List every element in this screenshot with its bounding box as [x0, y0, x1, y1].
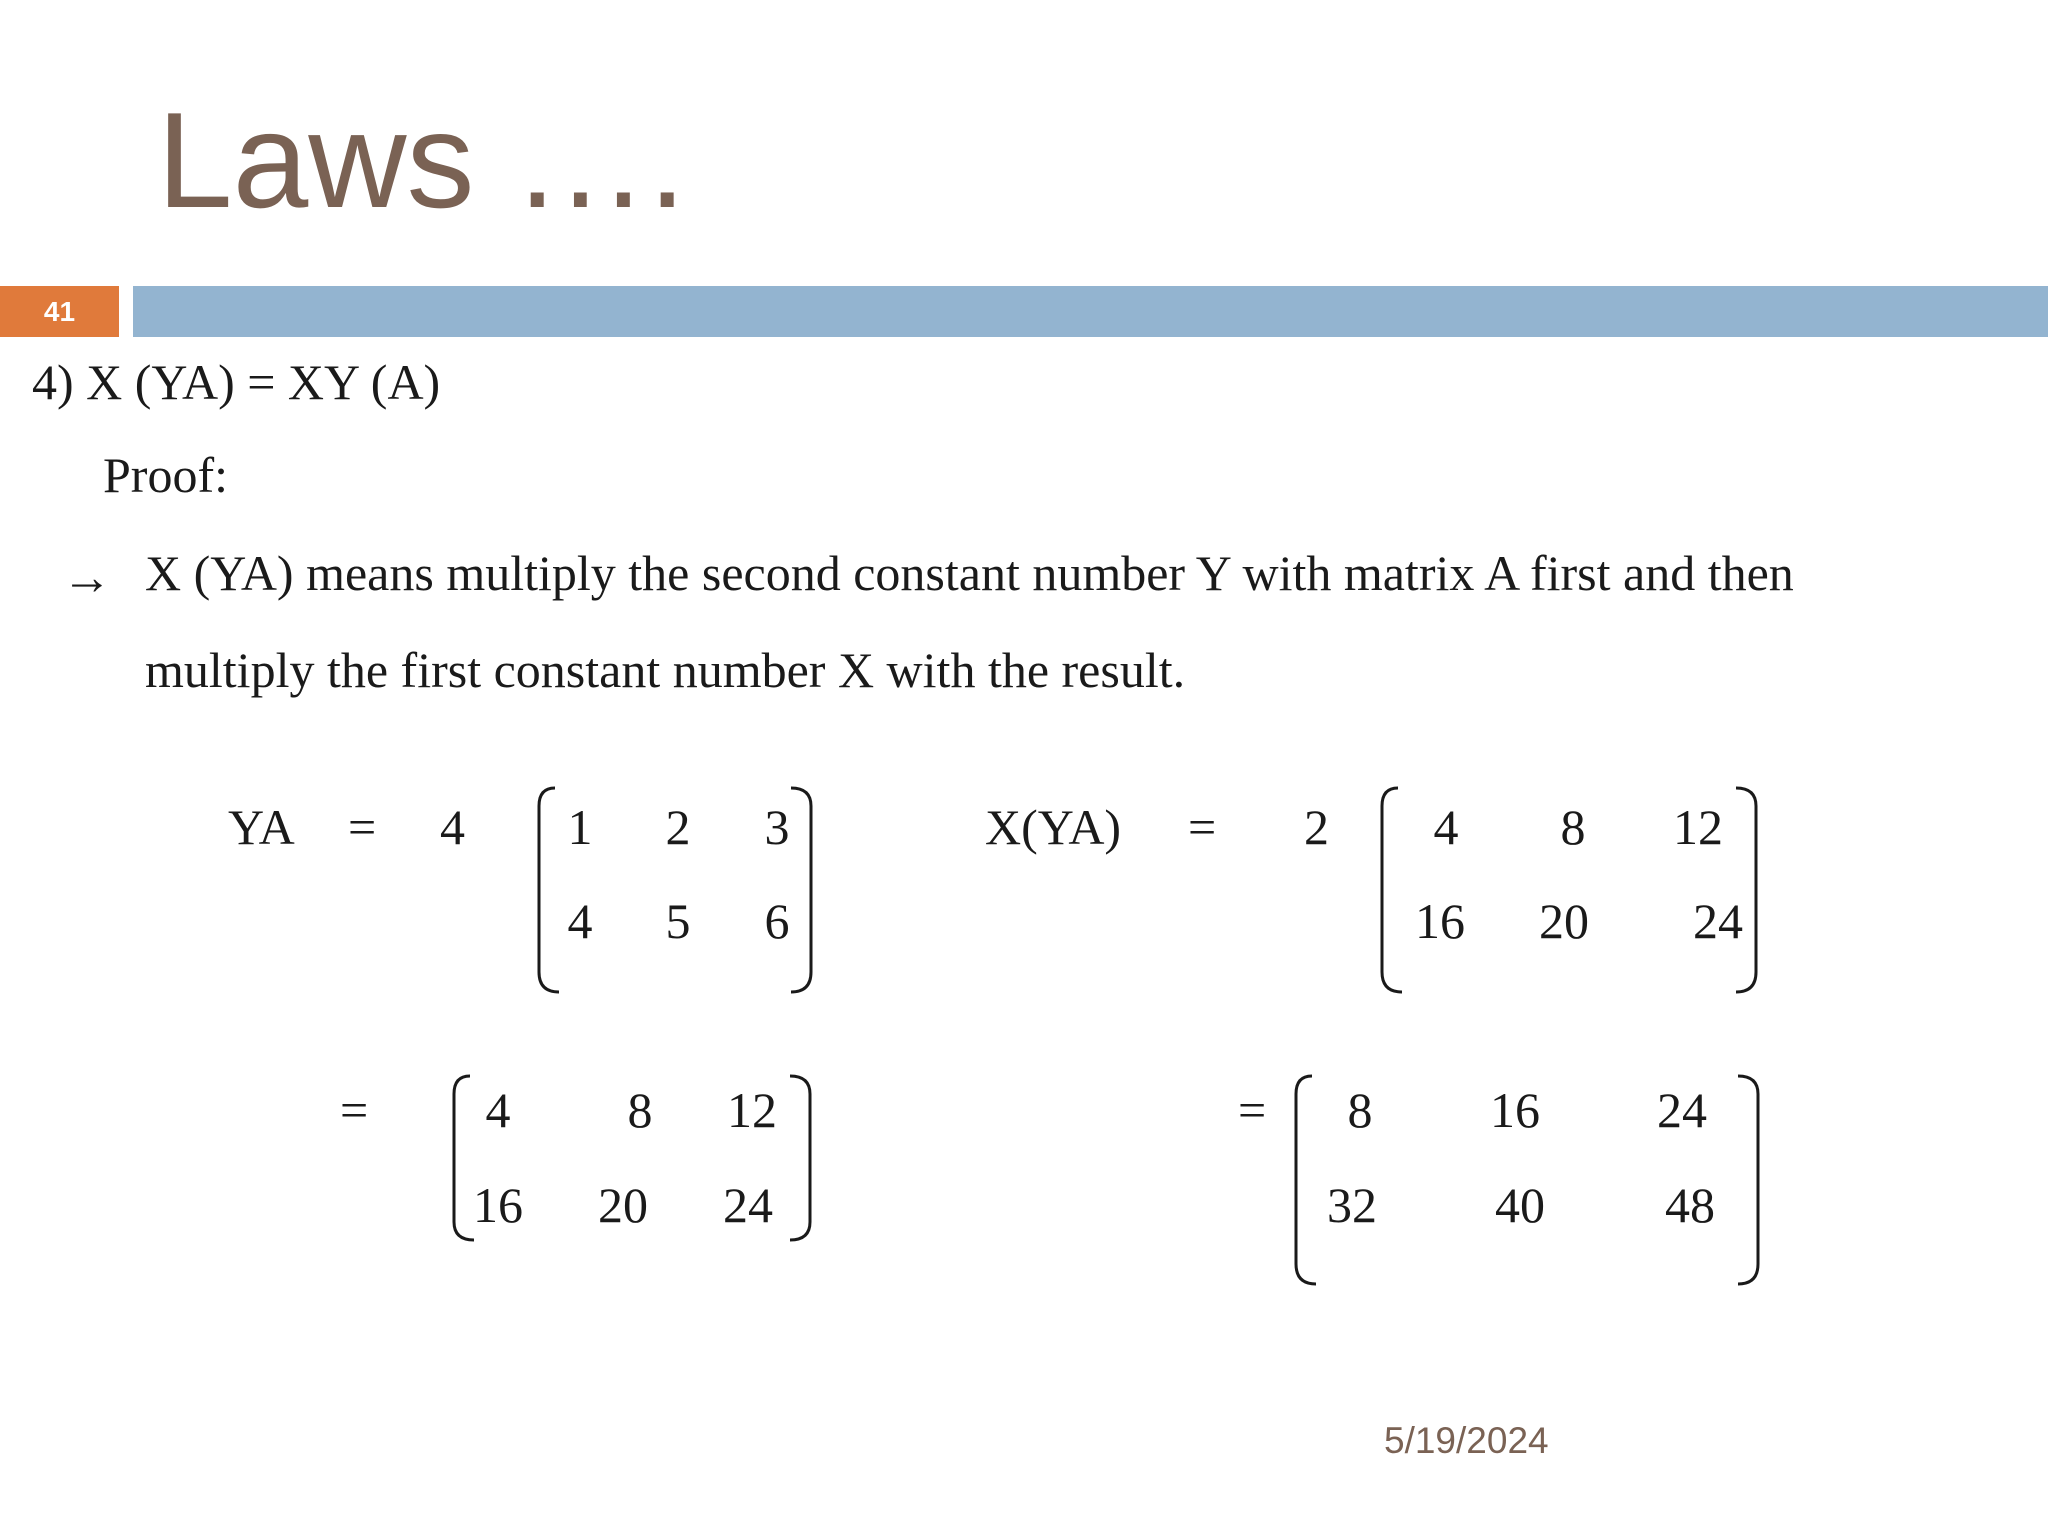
ya-equals: =	[348, 799, 377, 855]
matrix-xya-result-cell: 16	[1490, 1082, 1540, 1138]
proof-label: Proof:	[103, 447, 228, 503]
ya-scalar: 4	[440, 799, 465, 855]
matrix-xya-result-cell: 32	[1327, 1177, 1377, 1233]
matrix-a-cell: 6	[764, 893, 790, 949]
matrix-xya-result-cell: 8	[1347, 1082, 1373, 1138]
xya-equals: =	[1188, 799, 1217, 855]
explanation-line-1: X (YA) means multiply the second constant number Y with matrix A first and then	[145, 545, 1794, 601]
matrix-ya-result-cell: 24	[723, 1177, 773, 1233]
slide-date: 5/19/2024	[1384, 1420, 1549, 1461]
matrix-ya-cell: 24	[1693, 893, 1743, 949]
matrix-ya-cell: 16	[1415, 893, 1465, 949]
matrix-xya-result-cell: 24	[1657, 1082, 1707, 1138]
right-arrow-icon: →	[62, 549, 112, 605]
matrix-ya-result-cell: 20	[598, 1177, 648, 1233]
matrix-ya-result-cell: 4	[485, 1082, 511, 1138]
title-divider-bar	[133, 286, 2048, 337]
matrix-a-cell: 5	[665, 893, 691, 949]
law-statement: 4) X (YA) = XY (A)	[32, 354, 441, 410]
matrix-ya-cell: 20	[1539, 893, 1589, 949]
ya-result-equals: =	[340, 1082, 369, 1138]
slide-number-badge: 41	[0, 286, 119, 337]
ya-lhs: YA	[228, 799, 295, 855]
slide-title: Laws ….	[157, 84, 687, 236]
matrix-ya-cell: 4	[1433, 799, 1459, 855]
matrix-a-cell: 1	[567, 799, 593, 855]
matrix-ya-result-cell: 16	[473, 1177, 523, 1233]
matrix-ya-result-cell: 12	[727, 1082, 777, 1138]
matrix-ya-result-cell: 8	[627, 1082, 653, 1138]
matrix-a-cell: 3	[764, 799, 790, 855]
matrix-a-cell: 4	[567, 893, 593, 949]
xya-scalar: 2	[1304, 799, 1329, 855]
explanation-line-2: multiply the first constant number X with the result.	[145, 642, 1186, 698]
xya-lhs: X(YA)	[985, 799, 1122, 855]
xya-result-equals: =	[1238, 1082, 1267, 1138]
matrix-ya-cell: 8	[1560, 799, 1586, 855]
matrix-xya-result-cell: 48	[1665, 1177, 1715, 1233]
matrix-xya-result-cell: 40	[1495, 1177, 1545, 1233]
matrix-ya-cell: 12	[1673, 799, 1723, 855]
matrix-a-cell: 2	[665, 799, 691, 855]
